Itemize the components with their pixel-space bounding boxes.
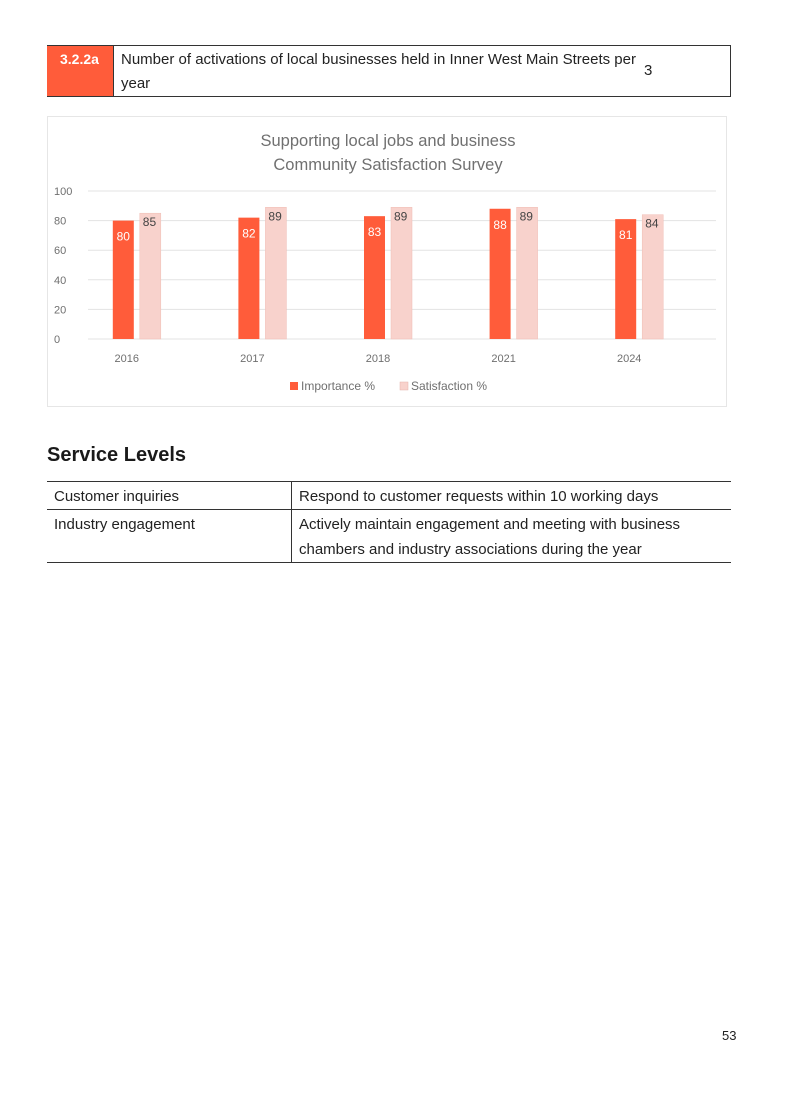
- service-level: Respond to customer requests within 10 working days: [299, 488, 659, 505]
- data-label: 89: [394, 209, 408, 224]
- legend-swatch: [290, 382, 298, 390]
- y-tick-label: 20: [54, 304, 67, 317]
- y-tick-label: 80: [54, 215, 67, 228]
- chart-subtitle: Community Satisfaction Survey: [273, 156, 503, 174]
- data-label: 84: [645, 216, 659, 231]
- bar-satisfaction: [140, 213, 161, 339]
- section-heading: Service Levels: [47, 444, 186, 466]
- service-levels-table: [47, 481, 731, 563]
- data-label: 88: [493, 217, 507, 232]
- kpi-row: [47, 45, 731, 97]
- table-row: [47, 510, 731, 563]
- legend-swatch: [400, 382, 408, 390]
- x-tick-label: 2021: [491, 353, 516, 365]
- y-tick-label: 0: [54, 334, 61, 346]
- bar-chart: [48, 117, 728, 408]
- x-tick-label: 2024: [616, 353, 642, 365]
- kpi-description: Number of activations of local businesses held in Inner West Main Streets per year: [113, 46, 638, 96]
- legend-label: Satisfaction %: [411, 379, 488, 393]
- legend-label: Importance %: [301, 379, 376, 393]
- service-name: Customer inquiries: [47, 482, 292, 510]
- chart-title: Supporting local jobs and business: [260, 132, 516, 150]
- y-tick-label: 100: [54, 186, 73, 198]
- service-name: Industry engagement: [47, 510, 292, 563]
- bar-satisfaction: [642, 215, 663, 339]
- service-level: Actively maintain engagement and meeting with business chambers and industry associations during the year: [299, 516, 681, 558]
- data-label: 85: [142, 215, 157, 230]
- y-tick-label: 60: [54, 245, 67, 258]
- x-tick-label: 2017: [240, 353, 265, 365]
- bar-satisfaction: [391, 207, 412, 339]
- x-tick-label: 2016: [114, 353, 140, 365]
- kpi-code: 3.2.2a: [47, 46, 113, 96]
- y-tick-label: 40: [54, 274, 67, 287]
- page-number: 53: [722, 1028, 737, 1043]
- data-label: 82: [242, 226, 256, 241]
- x-tick-label: 2018: [365, 353, 391, 365]
- chart-container: [47, 116, 727, 407]
- bar-satisfaction: [517, 207, 538, 339]
- bar-satisfaction: [265, 207, 286, 339]
- data-label: 80: [116, 229, 130, 244]
- data-label: 81: [619, 228, 633, 243]
- data-label: 89: [519, 209, 533, 224]
- table-row: [47, 482, 731, 510]
- data-label: 83: [367, 225, 382, 240]
- data-label: 89: [268, 209, 282, 224]
- kpi-value: 3: [644, 62, 653, 79]
